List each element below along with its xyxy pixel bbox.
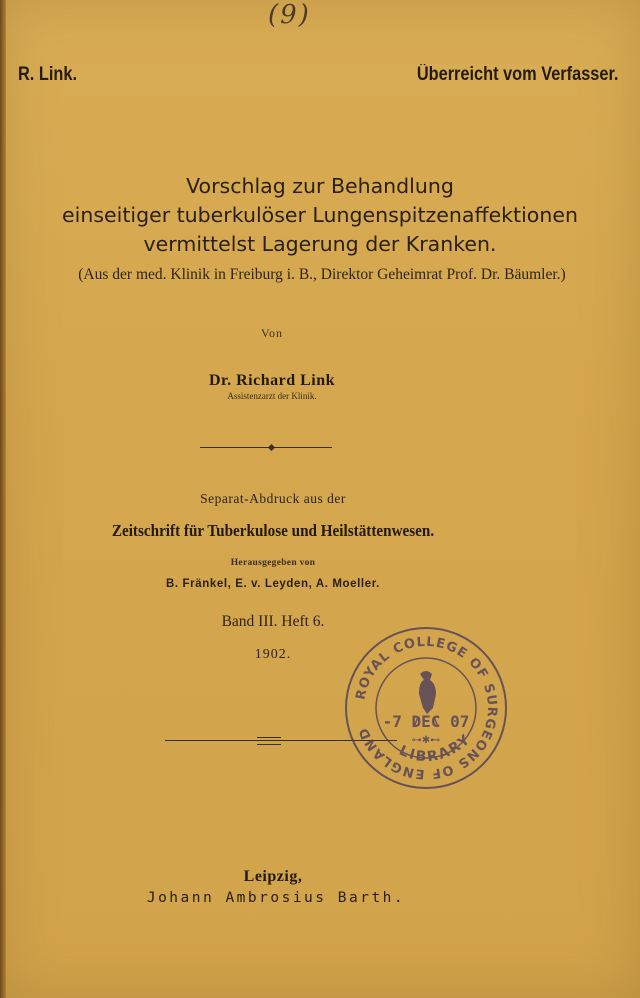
article-title [0,172,640,259]
volume-issue: Band III. Heft 6. [221,613,325,630]
stamp-ring-text: ROYAL COLLEGE OF SURGEONS OF ENGLAND [353,634,500,782]
title-line-1: Vorschlag zur Behandlung [186,174,454,198]
header-presented-by-author: Überreicht vom Verfasser. [416,64,618,85]
imprint-publisher: Johann Ambrosius Barth. [146,890,406,906]
author-name: Dr. Richard Link [208,372,336,389]
imprint-city: Leipzig, [243,868,303,885]
stamp-date: -7 DEC 07 [382,712,470,731]
handwritten-note: (9) [268,0,311,30]
editors-label: Herausgegeben von [230,558,316,568]
journal-title: Zeitschrift für Tuberkulose und Heilstättenwesen. [111,521,435,540]
byline-von: Von [260,326,284,340]
editors-list: B. Fränkel, E. v. Leyden, A. Moeller. [166,578,380,590]
library-stamp [340,622,512,794]
title-line-2: einseitiger tuberkulöser Lungenspitzenaffektionen [62,203,578,227]
reprint-notice: Separat-Abdruck aus der [200,491,346,506]
header-author: R. Link. [18,64,78,85]
ornamental-divider [200,447,332,448]
author-role: Assistenzarzt der Klinik. [227,391,317,401]
divider-ornament-icon [257,737,281,745]
title-line-3: vermittelst Lagerung der Kranken. [143,232,497,256]
divider-diamond-icon [268,444,275,451]
stamp-library-text: LIBRARY [396,731,475,766]
stamp-ornament-icon: ⊶✱⊷ [411,735,441,746]
publication-year: 1902. [254,647,292,662]
article-subtitle: (Aus der med. Klinik in Freiburg i. B., Direktor Geheimrat Prof. Dr. Bäumler.) [78,266,566,283]
